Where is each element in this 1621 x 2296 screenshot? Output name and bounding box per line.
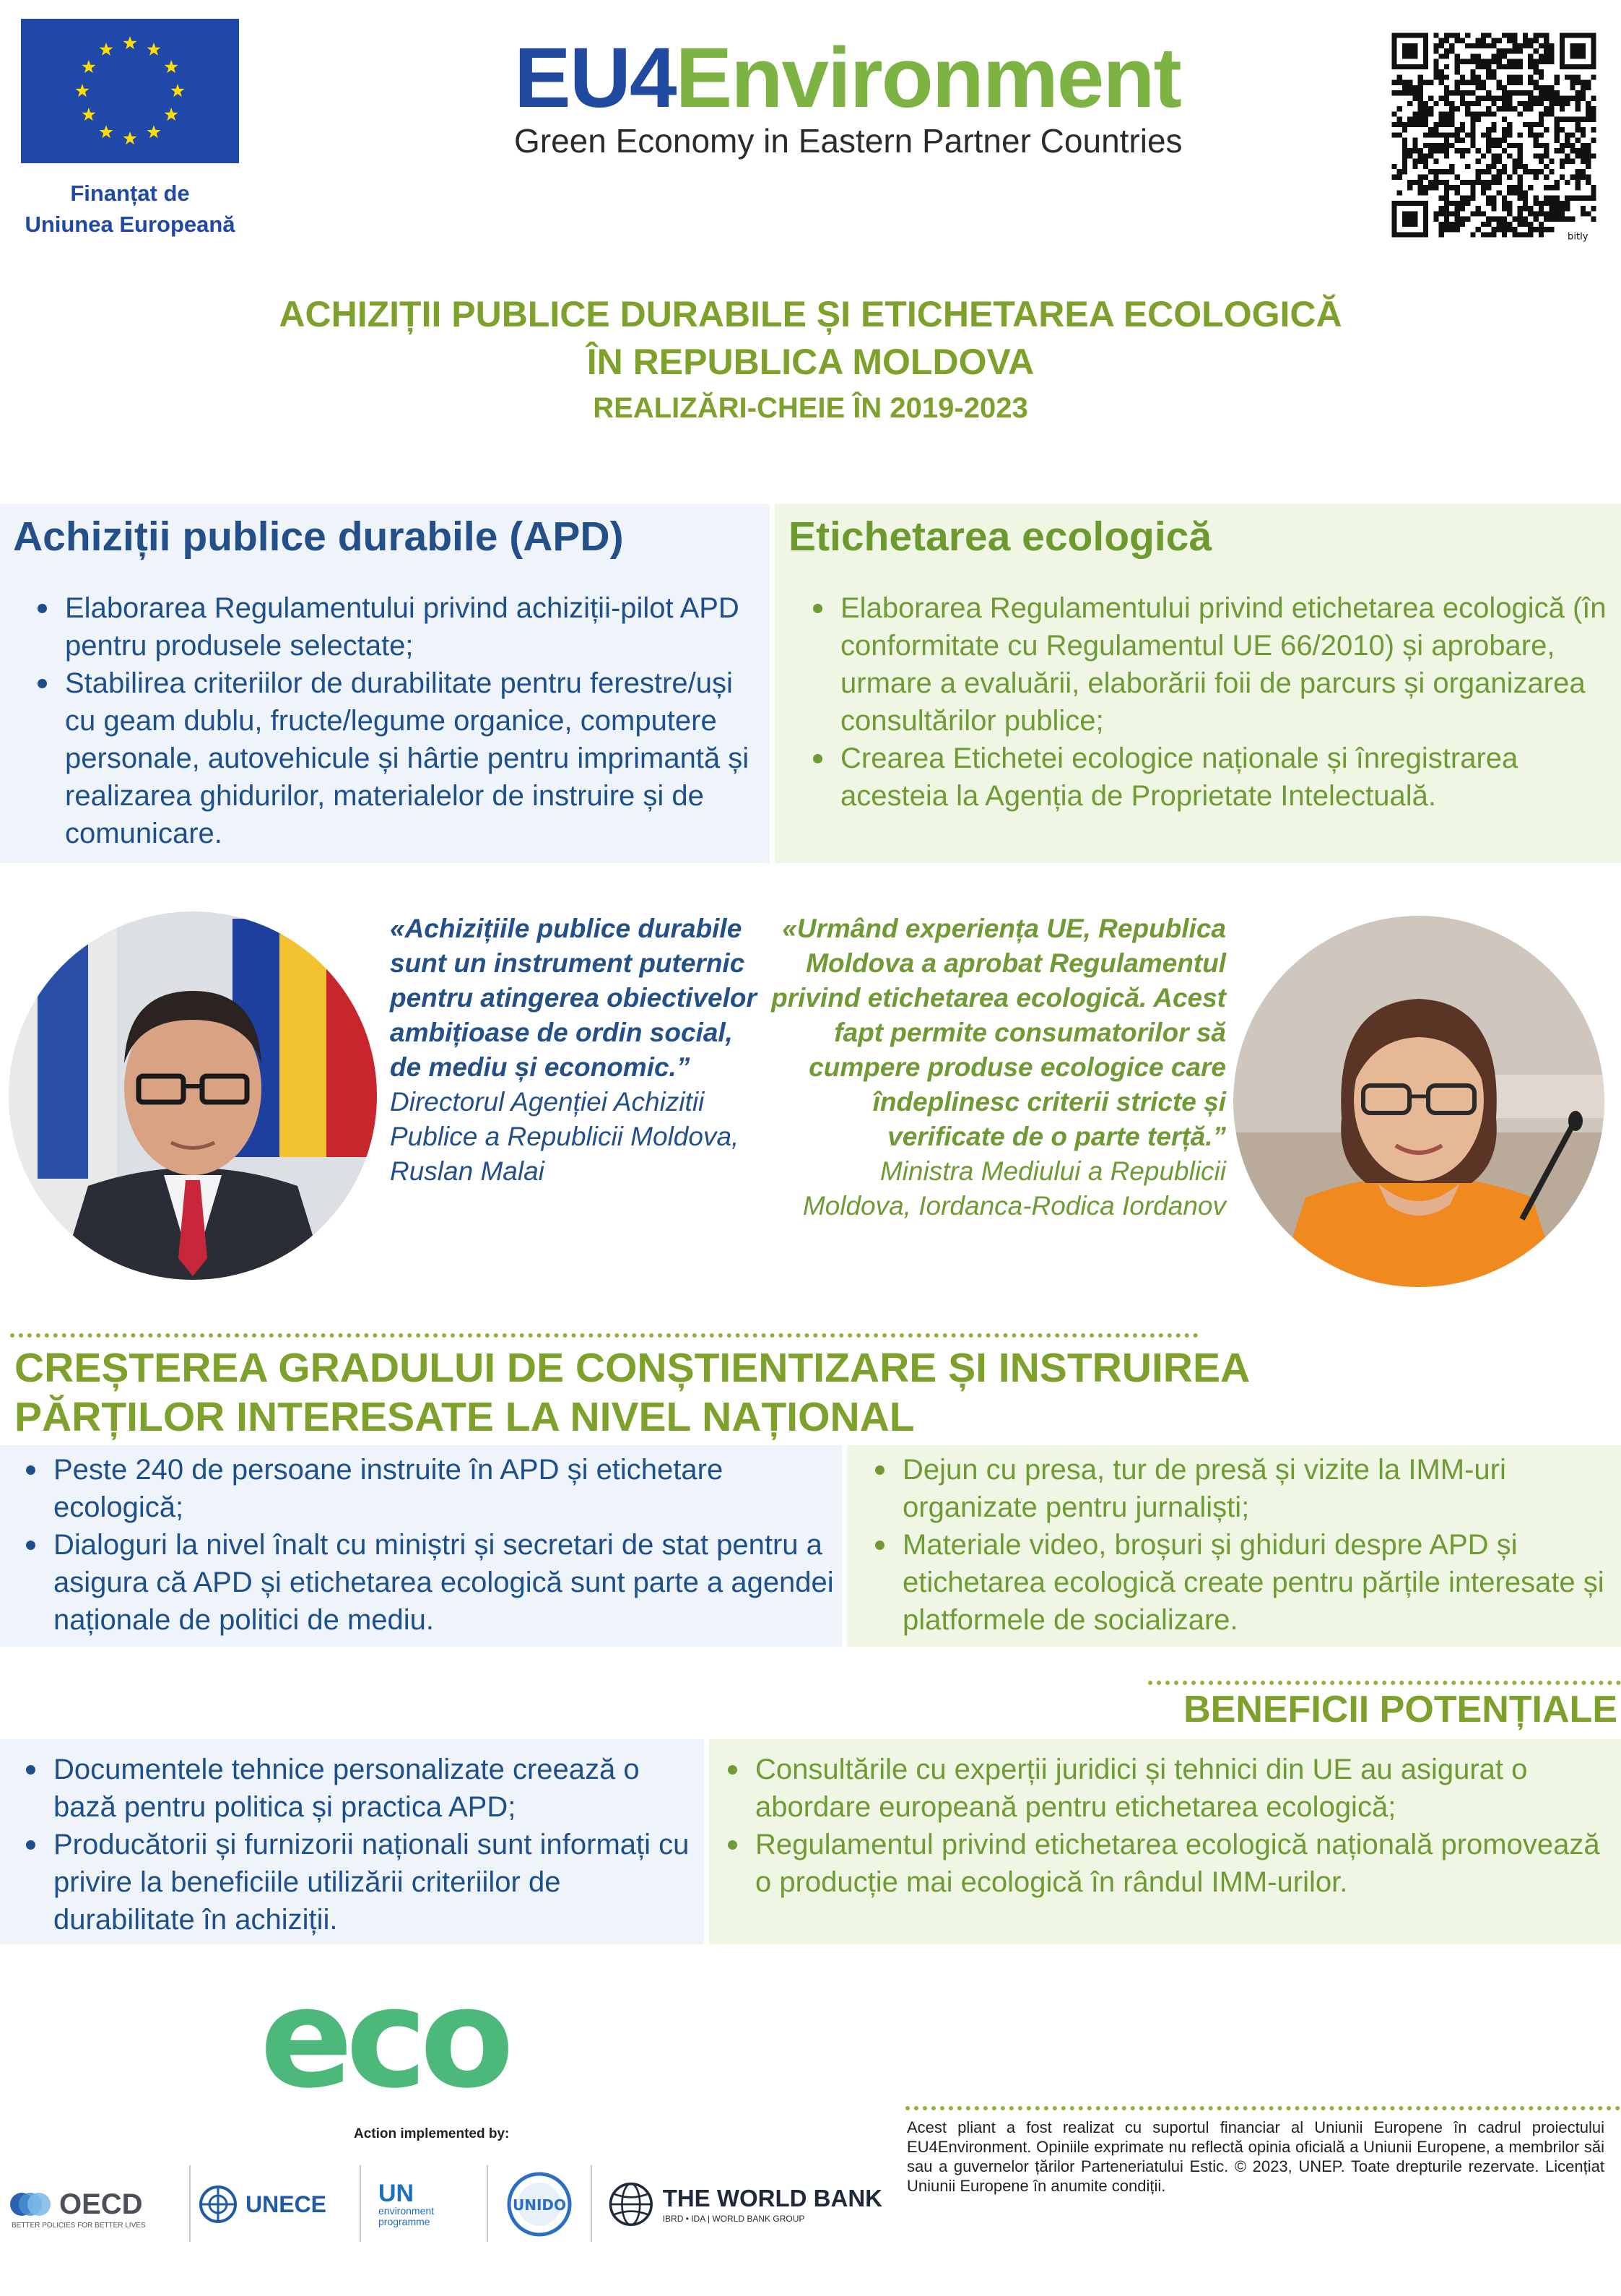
awareness-left-list	[26, 1451, 839, 1639]
eu-flag-icon	[21, 19, 239, 163]
quote-text: «Achizițiile publice durabile sunt un instrument puternic pentru atingerea obiectivelor ambițioase de ordin social, de mediu și economic.”	[390, 914, 757, 1082]
oecd-icon	[9, 2185, 53, 2224]
unido-name: UNIDO	[512, 2196, 567, 2214]
brand-title	[514, 30, 1207, 126]
benefits-right-list	[728, 1751, 1609, 1901]
list-item: Stabilirea criteriilor de durabilitate pentru ferestre/uși cu geam dublu, fructe/legume organice, computere personale, autovehicule și hârtie pentru imprimantă și realizarea ghidurilor, materialelor de instruire și de comunicare.	[38, 664, 767, 852]
page-title	[0, 290, 1621, 429]
apd-heading: Achiziții publice durabile (APD)	[13, 514, 624, 560]
quote-iordanov	[765, 911, 1226, 1223]
world-bank-globe-icon	[608, 2178, 654, 2230]
world-bank-logo	[608, 2162, 882, 2246]
brand-subtitle: Green Economy in Eastern Partner Countries	[514, 122, 1183, 160]
unido-icon	[506, 2171, 573, 2237]
title-line2: ÎN REPUBLICA MOLDOVA	[586, 342, 1035, 382]
list-item: Peste 240 de persoane instruite în APD și etichetare ecologică;	[26, 1451, 839, 1526]
awareness-heading-line2: PĂRȚILOR INTERESATE LA NIVEL NAȚIONAL	[14, 1394, 915, 1440]
quote-malai	[390, 911, 765, 1189]
list-item: Regulamentul privind etichetarea ecologică națională promovează o producție mai ecologică în rândul IMM-urilor.	[728, 1826, 1609, 1901]
unep-subtitle-2: programme	[378, 2216, 430, 2227]
logo-separator	[487, 2165, 488, 2242]
awareness-heading	[14, 1343, 1314, 1442]
unep-title: UN	[378, 2180, 414, 2207]
qr-code[interactable]	[1386, 27, 1602, 243]
brand-eu4: EU4	[514, 30, 676, 126]
brand-environment: Environment	[675, 30, 1181, 126]
eu-caption-line1: Finanțat de	[70, 181, 190, 206]
logo-separator	[189, 2165, 191, 2242]
apd-list	[38, 589, 767, 852]
world-bank-name: THE WORLD BANK	[662, 2185, 882, 2211]
list-item: Dejun cu presa, tur de presă și vizite la IMM-uri organizate pentru jurnaliști;	[875, 1451, 1612, 1526]
logo-separator	[360, 2165, 361, 2242]
portrait-iordanca-rodica-iordanov	[1233, 916, 1604, 1287]
awareness-right-list	[875, 1451, 1612, 1639]
list-item: Elaborarea Regulamentului privind achiziții-pilot APD pentru produsele selectate;	[38, 589, 767, 664]
awareness-heading-line1: CREȘTEREA GRADULUI DE CONȘTIENTIZARE ȘI INSTRUIREA	[14, 1345, 1251, 1391]
unece-logo	[198, 2162, 342, 2246]
unido-logo	[500, 2162, 579, 2246]
unep-logo	[378, 2162, 479, 2246]
oecd-tagline: BETTER POLICIES FOR BETTER LIVES	[12, 2222, 146, 2230]
qr-label: bitly	[1568, 231, 1589, 243]
eco-logo	[260, 1976, 578, 2100]
list-item: Elaborarea Regulamentului privind etichetarea ecologică (în conformitate cu Regulamentul UE 66/2010) și aprobare, urmare a evaluării, elaborării foii de parcurs și organizarea consultărilor publice;	[813, 589, 1607, 740]
quote-text: «Urmând experiența UE, Republica Moldova a aprobat Regulamentul privind etichetarea ecologică. Acest fapt permite consumatorilor să cumpere produse ecologice care îndeplinesc criterii stricte și verificate de o parte terță.”	[771, 914, 1226, 1151]
logo-separator	[591, 2165, 592, 2242]
title-line1: ACHIZIȚII PUBLICE DURABILE ȘI ETICHETAREA ECOLOGICĂ	[279, 294, 1342, 334]
list-item: Dialoguri la nivel înalt cu miniștri și secretari de stat pentru a asigura că APD și etichetarea ecologică sunt parte a agendei naționale de politici de mediu.	[26, 1526, 839, 1639]
section-divider	[905, 2106, 1620, 2110]
eu-flag	[21, 19, 239, 163]
world-bank-text	[663, 2185, 882, 2224]
eu-funding-caption	[0, 178, 260, 240]
eco-leaf-logo-icon	[260, 1976, 578, 2100]
action-implemented-label: Action implemented by:	[354, 2126, 510, 2141]
ecolabel-list	[813, 589, 1607, 815]
list-item: Documentele tehnice personalizate creează o bază pentru politica și practica APD;	[26, 1751, 701, 1826]
unep-subtitle-1: environment	[378, 2205, 435, 2217]
eu-caption-line2: Uniunea Europeană	[25, 212, 235, 237]
world-bank-subtitle: IBRD • IDA | WORLD BANK GROUP	[662, 2214, 805, 2224]
portrait-ruslan-malai	[9, 911, 377, 1280]
title-subtitle: REALIZĂRI-CHEIE ÎN 2019-2023	[593, 392, 1028, 424]
man-portrait-icon	[9, 911, 377, 1280]
disclaimer: Acest pliant a fost realizat cu suportul financiar al Uniunii Europene în cadrul proiectului EU4Environment. Opiniile exprimate nu reflectă opinia oficială a Uniunii Europene, a membrilor săi sau a guvernelor țărilor Parteneriatului Estic. © 2023, UNEP. Toate drepturile rezervate. Licențiat Uniunii Europene în anumite condiții.	[907, 2118, 1604, 2195]
list-item: Producătorii și furnizorii naționali sunt informați cu privire la beneficiile utilizării criteriilor de durabilitate în achiziții.	[26, 1826, 701, 1938]
benefits-heading: BENEFICII POTENȚIALE	[1183, 1689, 1617, 1730]
woman-portrait-icon	[1233, 916, 1604, 1287]
partner-logos	[9, 2162, 882, 2246]
un-emblem-icon	[198, 2184, 238, 2224]
qr-code-icon	[1386, 27, 1602, 243]
quote-attribution: Ministra Mediului a Republicii Moldova, Iordanca-Rodica Iordanov	[802, 1156, 1226, 1221]
oecd-name: OECD	[59, 2188, 143, 2220]
list-item: Materiale video, broșuri și ghiduri despre APD și etichetarea ecologică create pentru părțile interesate și platformele de socializare.	[875, 1526, 1612, 1639]
list-item: Crearea Etichetei ecologice naționale și înregistrarea acesteia la Agenția de Proprietate Intelectuală.	[813, 740, 1607, 815]
unece-name: UNECE	[245, 2191, 327, 2217]
quote-attribution: Directorul Agenției Achizitii Publice a Republicii Moldova, Ruslan Malai	[390, 1087, 739, 1186]
brand-logo	[514, 30, 1207, 160]
list-item: Consultările cu experții juridici și tehnici din UE au asigurat o abordare europeană pentru etichetarea ecologică;	[728, 1751, 1609, 1826]
section-divider	[10, 1333, 1199, 1338]
benefits-left-list	[26, 1751, 701, 1938]
eco-logo-text: eco	[260, 1976, 508, 2100]
oecd-logo	[9, 2162, 182, 2246]
ecolabel-heading: Etichetarea ecologică	[788, 514, 1212, 560]
